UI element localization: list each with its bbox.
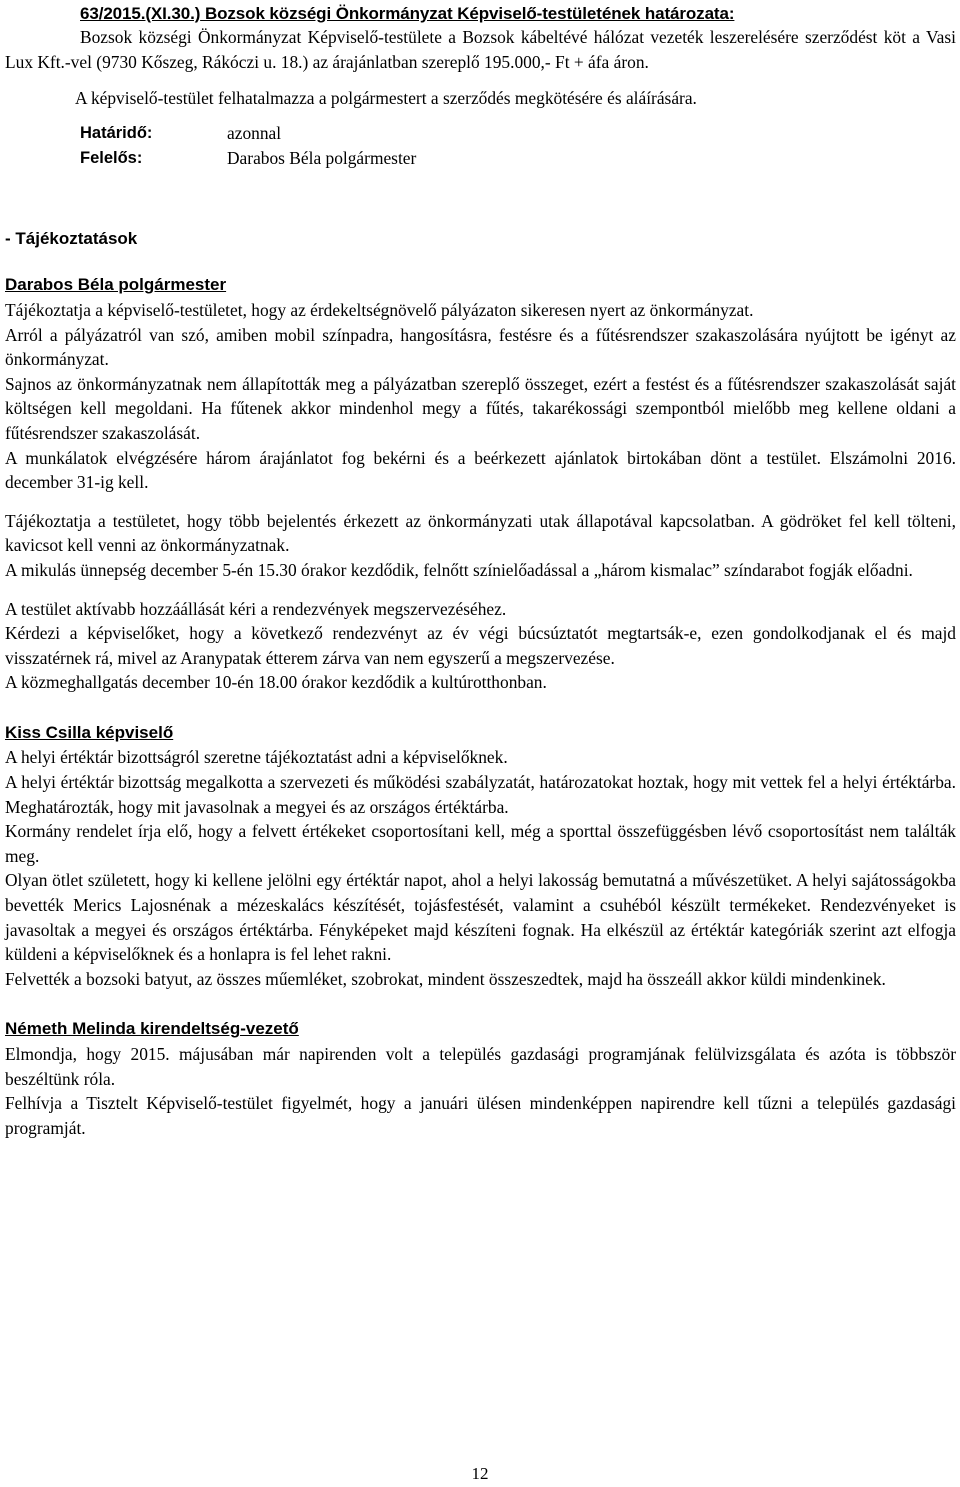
paragraph: Felhívja a Tisztelt Képviselő-testület figyelmét, hogy a januári ülésen mindenképpen napirendre kell tűzni a település gazdasági programját.	[5, 1093, 956, 1138]
speaker-block-representative	[5, 721, 956, 992]
paragraph: A közmeghallgatás december 10-én 18.00 órakor kezdődik a kultúrotthonban.	[5, 672, 547, 693]
responsible-value: Darabos Béla polgármester	[227, 147, 417, 168]
paragraph: Tájékoztatja a testületet, hogy több bejelentés érkezett az önkormányzati utak állapotával kapcsolatban. A gödröket fel kell tölteni, kavicsot kell venni az önkormányzatnak.	[5, 510, 956, 556]
responsible-row	[5, 146, 956, 171]
deadline-label: Határidő:	[80, 123, 153, 142]
section-heading: - Tájékoztatások	[5, 228, 138, 248]
speaker-name: Darabos Béla polgármester	[5, 275, 227, 295]
paragraph: Elmondja, hogy 2015. májusában már napirenden volt a település gazdasági programjának felülvizsgálata és azóta is többször beszéltünk róla.	[5, 1044, 956, 1089]
paragraph: Kérdezi a képviselőket, hogy a következő rendezvényt az év végi búcsúztatót megtartsák-e, ezen gondolkodjanak el és majd visszatérnek rá, mivel az Aranypatak étterem zárva van nem egyszerű a megszervezése.	[5, 623, 956, 668]
resolution-title	[5, 3, 956, 25]
deadline-value: azonnal	[227, 122, 282, 143]
paragraph: Arról a pályázatról van szó, amiben mobil színpadra, hangosításra, festésre és a fűtésrendszer szakaszolására nyújtott be igényt az önkormányzat.	[5, 324, 956, 370]
paragraph: Tájékoztatja a képviselő-testületet, hogy az érdekeltségnövelő pályázaton sikeresen nyert az önkormányzat.	[5, 299, 754, 320]
resolution-number: 63/2015.(XI.30.)	[80, 4, 201, 23]
speaker-name: Kiss Csilla képviselő	[5, 722, 174, 742]
deadline-row	[5, 121, 956, 146]
paragraph: A helyi értéktár bizottságról szeretne tájékoztatást adni a képviselőknek.	[5, 747, 508, 768]
resolution-body: Bozsok községi Önkormányzat Képviselő-testülete a Bozsok kábeltévé hálózat vezeték leszerelésére szerződést köt a Vasi Lux Kft.-vel (9730 Kőszeg, Rákóczi u. 18.) az árajánlatban szereplő 195.000,- Ft + áfa áron.	[5, 27, 956, 72]
page-number: 12	[471, 1464, 489, 1483]
speaker-block-office-head	[5, 1017, 956, 1140]
speaker-block-mayor	[5, 273, 956, 695]
resolution-meta	[5, 121, 956, 171]
document-page	[5, 0, 956, 1140]
paragraph: A mikulás ünnepség december 5-én 15.30 órakor kezdődik, felnőtt színielőadással a „három kismalac” színdarabot fogják előadni.	[5, 559, 913, 580]
speaker-name: Németh Melinda kirendeltség-vezető	[5, 1019, 299, 1039]
resolution-block	[5, 3, 956, 171]
resolution-heading: Bozsok községi Önkormányzat Képviselő-testületének határozata:	[200, 4, 735, 23]
responsible-label: Felelős:	[80, 148, 143, 167]
paragraph: Olyan ötlet született, hogy ki kellene jelölni egy értéktár napot, ahol a helyi lakosság bemutatná a művészetüket. A helyi sajátosságokba bevették Merics Lajosnénak a mézeskalács készítését, tojásfestését, valamint a csuhéból készült termékeket. Rendezvényeket is javasoltak a megyei és országos értéktárba. Fényképeket majd készíteni fognak. Ha elkészül az értéktár kategóriák szerint azt elfogja küldeni a képviselőknek és a honlapra is fel lehet rakni.	[5, 870, 956, 965]
paragraph: A helyi értéktár bizottság megalkotta a szervezeti és működési szabályzatát, határozatokat hoztak, hogy mit vettek fel a helyi értéktárba. Meghatározták, hogy mit javasolnak a megyei és az országos értéktárba.	[5, 772, 956, 817]
paragraph: A testület aktívabb hozzáállását kéri a rendezvények megszervezéséhez.	[5, 598, 507, 619]
paragraph: Sajnos az önkormányzatnak nem állapították meg a pályázatban szereplő összeget, ezért a festést és a fűtésrendszer szakaszolását saját költségen kell megoldani. Ha fűtenek akkor mindenhol megy a fűtés, takarékossági szempontból mielőbb meg kellene oldani a fűtésrendszer szakaszolását.	[5, 373, 956, 443]
paragraph: Felvették a bozsoki batyut, az összes műemléket, szobrokat, mindent összeszedtek, majd ha összeáll akkor küldi mindenkinek.	[5, 968, 886, 989]
resolution-authorization: A képviselő-testület felhatalmazza a polgármestert a szerződés megkötésére és aláírására.	[75, 88, 697, 109]
paragraph: Kormány rendelet írja elő, hogy a felvett értékeket csoportosítani kell, még a sporttal összefüggésben lévő csoportosítást nem találták meg.	[5, 821, 956, 866]
paragraph: A munkálatok elvégzésére három árajánlatot fog bekérni és a beérkezett ajánlatok birtokában dönt a testület. Elszámolni 2016. december 31-ig kell.	[5, 447, 956, 493]
